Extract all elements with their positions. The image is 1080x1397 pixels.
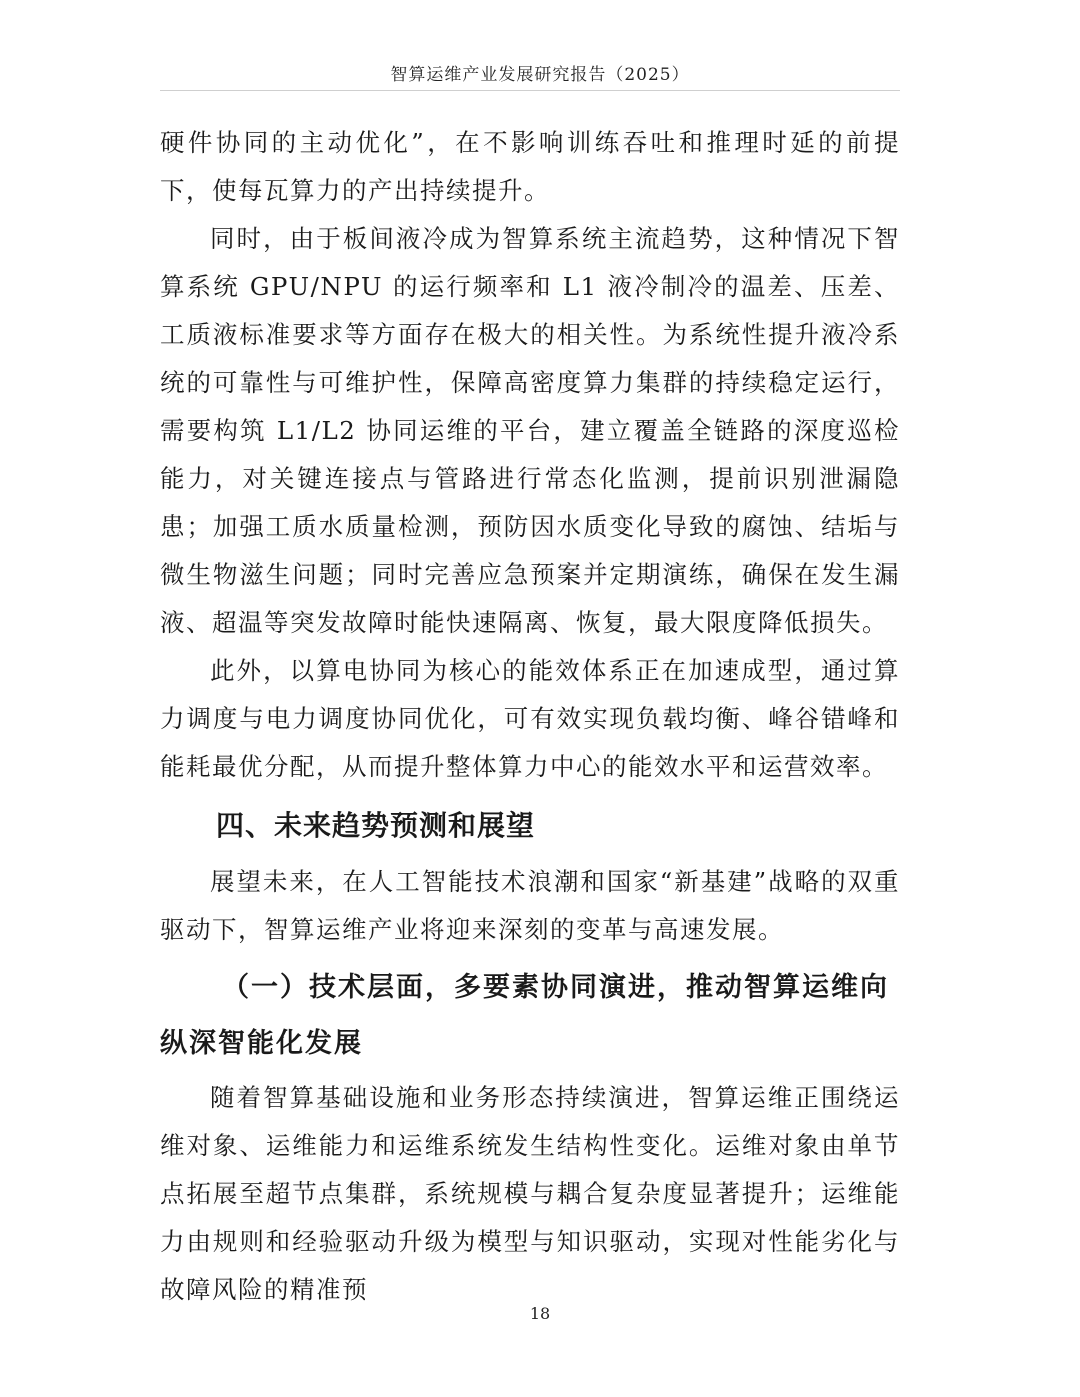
body-block-2 <box>160 858 900 954</box>
header-divider <box>160 90 900 91</box>
section-heading: 四、未来趋势预测和展望 <box>216 809 536 842</box>
paragraph-liquid-cooling: 同时，由于板间液冷成为智算系统主流趋势，这种情况下智算系统 GPU/NPU 的运行频率和 L1 液冷制冷的温差、压差、工质液标准要求等方面存在极大的相关性。为系统性提升液冷系统的可靠性与可维护性，保障高密度算力集群的持续稳定运行，需要构筑 L1/L2 协同运维的平台，建立覆盖全链路的深度巡检能力，对关键连接点与管路进行常态化监测，提前识别泄漏隐患；加强工质水质量检测，预防因水质变化导致的腐蚀、结垢与微生物滋生问题；同时完善应急预案并定期演练，确保在发生漏液、超温等突发故障时能快速隔离、恢复，最大限度降低损失。 <box>160 224 900 637</box>
subsection-heading: （一）技术层面，多要素协同演进，推动智算运维向纵深智能化发展 <box>160 972 889 1059</box>
body-block-3 <box>160 1074 900 1314</box>
page-number: 18 <box>529 1304 551 1323</box>
paragraph-compute-power-synergy: 此外，以算电协同为核心的能效体系正在加速成型，通过算力调度与电力调度协同优化，可有效实现负载均衡、峰谷错峰和能耗最优分配，从而提升整体算力中心的能效水平和运营效率。 <box>160 656 900 781</box>
paragraph-tech-evolution: 随着智算基础设施和业务形态持续演进，智算运维正围绕运维对象、运维能力和运维系统发生结构性变化。运维对象由单节点拓展至超节点集群，系统规模与耦合复杂度显著提升；运维能力由规则和经验驱动升级为模型与知识驱动，实现对性能劣化与故障风险的精准预 <box>160 1083 900 1304</box>
paragraph-continuation: 硬件协同的主动优化”，在不影响训练吞吐和推理时延的前提下，使每瓦算力的产出持续提升。 <box>160 128 900 205</box>
body-block-1 <box>160 119 900 791</box>
page-header-title: 智算运维产业发展研究报告（2025） <box>390 65 690 85</box>
paragraph-outlook: 展望未来，在人工智能技术浪潮和国家“新基建”战略的双重驱动下，智算运维产业将迎来深刻的变革与高速发展。 <box>160 867 900 944</box>
